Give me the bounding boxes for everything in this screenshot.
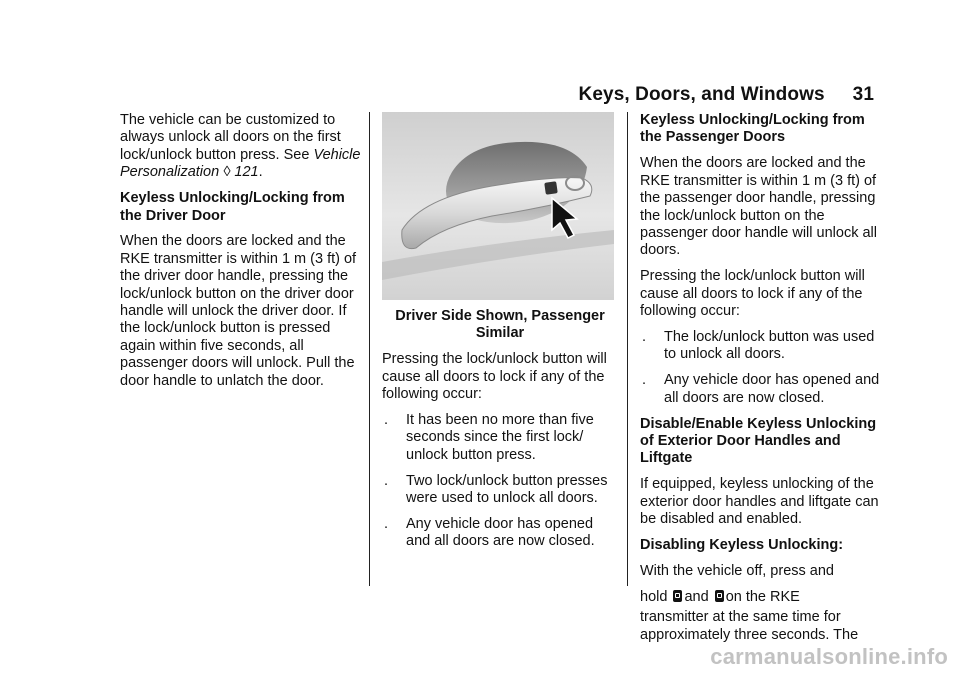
bullet-icon: .: [384, 412, 389, 429]
list-item: [382, 516, 618, 551]
section-title: Keys, Doors, and Windows: [578, 84, 825, 105]
heading-passenger-doors: [640, 112, 886, 147]
lock-unlock-button-icon: [544, 181, 558, 195]
heading-line: Keyless Unlocking/Locking from: [120, 190, 345, 207]
intro-text: The vehicle can be customized to always unlock all doors on the first lock/unlock button press. See: [120, 112, 341, 163]
lock-conditions-paragraph: Pressing the lock/unlock button will cause all doors to lock if any of the following occur:: [640, 268, 865, 320]
instruction-keys-line: [640, 589, 886, 606]
list-item-text: Any vehicle door has opened and all doors are now closed.: [664, 372, 880, 406]
list-item-text: The lock/unlock button was used to unlock all doors.: [664, 328, 875, 363]
caption-line: Driver Side Shown, Passenger: [395, 308, 605, 324]
door-handle-photo: [382, 112, 614, 300]
bullet-icon: .: [384, 516, 389, 533]
column-divider-1: [369, 112, 370, 586]
column-3: [640, 112, 886, 653]
bullet-icon: .: [642, 372, 647, 389]
instruction-paragraph: With the vehicle off, press and: [640, 562, 834, 579]
list-item: [382, 473, 618, 508]
heading-line: the Passenger Doors: [640, 129, 786, 146]
equipped-paragraph: If equipped, keyless unlocking of the exterior door handles and liftgate can be disabled and enabled.: [640, 476, 879, 528]
heading-line: the Driver Door: [120, 207, 226, 224]
unlock-key-icon: [715, 590, 724, 602]
column-1: [120, 112, 362, 399]
column-2: [382, 112, 618, 559]
heading-driver-door: [120, 190, 362, 225]
driver-door-paragraph: When the doors are locked and the RKE transmitter is within 1 m (3 ft) of the driver door handle, pressing the lock/unlock button on the driver door handle will unlock the driver door. If the lock/unlock button is pressed again within five seconds, all passenger doors will unlock. Pull the door handle to unlatch the door.: [120, 233, 357, 389]
list-item-text: It has been no more than five seconds since the first lock/ unlock button press.: [406, 412, 594, 463]
reference-title: Vehicle Personalization: [120, 146, 361, 181]
lock-conditions-paragraph: Pressing the lock/unlock button will cause all doors to lock if any of the following occur:: [382, 351, 607, 403]
list-item-text: Any vehicle door has opened and all doors are now closed.: [406, 516, 595, 550]
reference-symbol-icon: ◊: [223, 164, 231, 181]
passenger-door-paragraph: When the doors are locked and the RKE transmitter is within 1 m (3 ft) of the passenger door handle, pressing the lock/unlock button on the passenger door handle will unlock all doors.: [640, 155, 877, 259]
list-item-text: Two lock/unlock button presses were used to unlock all doors.: [406, 472, 608, 507]
heading-disabling: Disabling Keyless Unlocking:: [640, 537, 844, 554]
heading-disable-enable: Disable/Enable Keyless Unlocking of Exterior Door Handles and Liftgate: [640, 415, 877, 467]
lock-key-icon: [673, 590, 682, 602]
instruction-continuation: transmitter at the same time for approximately three seconds. The: [640, 609, 859, 643]
list-item: [640, 372, 886, 407]
bullet-icon: .: [384, 472, 389, 489]
list-item: [640, 329, 886, 364]
caption-line: Similar: [475, 325, 525, 342]
illustration-caption: [382, 308, 618, 343]
bullet-icon: .: [642, 328, 647, 345]
list-item: [382, 412, 618, 464]
door-handle-illustration: [382, 112, 614, 300]
page-number: 31: [852, 84, 874, 105]
instruction-text: on the RKE: [725, 588, 800, 605]
column-divider-2: [627, 112, 628, 586]
watermark: carmanualsonline.info: [710, 644, 948, 669]
instruction-text: and: [684, 588, 709, 605]
page-header: [579, 84, 874, 106]
reference-page: 121: [234, 164, 259, 181]
intro-end: .: [258, 164, 263, 181]
instruction-text: hold: [640, 588, 668, 605]
intro-paragraph: [120, 112, 362, 182]
heading-line: Keyless Unlocking/Locking from: [640, 112, 865, 128]
